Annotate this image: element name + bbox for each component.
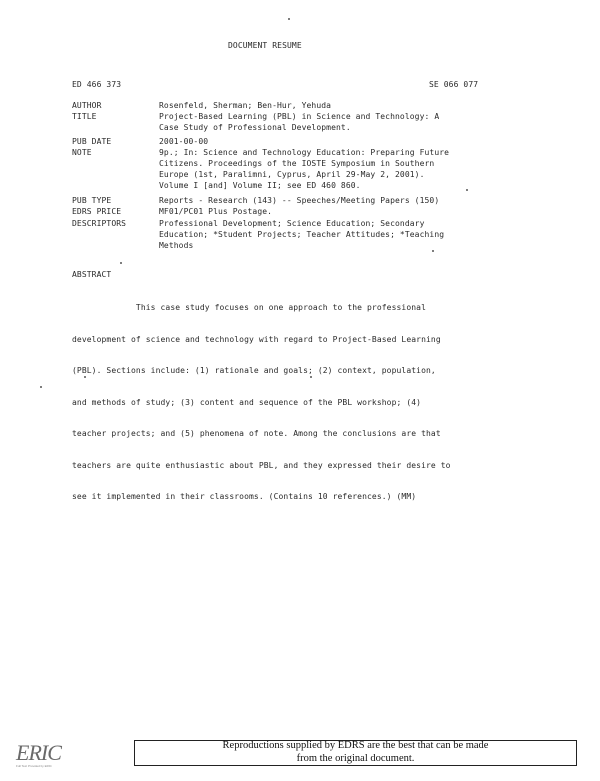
abstract-line: teachers are quite enthusiastic about PBL, and they expressed their desire to <box>72 460 451 470</box>
field-value-note-line: Volume I [and] Volume II; see ED 460 860. <box>159 181 361 190</box>
eric-logo-letters: ERIC <box>16 740 61 765</box>
field-label-note: NOTE <box>72 148 92 157</box>
scan-speck <box>466 189 468 191</box>
field-value-descriptors-line: Education; *Student Projects; Teacher Attitudes; *Teaching <box>159 230 445 239</box>
scan-speck <box>310 376 312 378</box>
abstract-line: (PBL). Sections include: (1) rationale and goals; (2) context, population, <box>72 366 436 375</box>
field-label-edrs-price: EDRS PRICE <box>72 207 122 216</box>
field-label-author: AUTHOR <box>72 101 102 110</box>
scan-speck <box>432 250 434 252</box>
footer-line: from the original document. <box>296 752 415 764</box>
scan-speck <box>40 386 42 388</box>
field-label-title: TITLE <box>72 112 97 121</box>
field-label-pub-type: PUB TYPE <box>72 196 112 205</box>
field-value-author: Rosenfeld, Sherman; Ben-Hur, Yehuda <box>159 101 332 110</box>
abstract-line: and methods of study; (3) content and sequence of the PBL workshop; (4) <box>72 397 422 407</box>
field-value-note-line: Europe (1st, Paralimni, Cyprus, April 29-May 2, 2001). <box>159 170 425 179</box>
field-label-pub-date: PUB DATE <box>72 137 112 146</box>
scan-speck <box>84 376 86 378</box>
scan-speck <box>120 262 122 264</box>
abstract-line: development of science and technology with regard to Project-Based Learning <box>72 334 441 344</box>
footer-line: Reproductions supplied by EDRS are the best that can be made <box>222 740 489 751</box>
field-value-descriptors-line: Methods <box>159 241 194 250</box>
eric-logo-tagline: Full Text Provided by ERIC <box>16 764 52 768</box>
field-value-edrs-price: MF01/PC01 Plus Postage. <box>159 207 273 216</box>
abstract-line: This case study focuses on one approach to the professional <box>72 303 426 312</box>
field-value-title-line: Project-Based Learning (PBL) in Science and Technology: A <box>159 112 440 121</box>
field-value-descriptors-line: Professional Development; Science Education; Secondary <box>159 219 425 228</box>
footer-notice <box>134 740 577 765</box>
eric-logo <box>16 740 60 770</box>
field-value-note-line: 9p.; In: Science and Technology Education: Preparing Future <box>159 148 450 157</box>
field-value-title-line: Case Study of Professional Development. <box>159 123 351 132</box>
abstract-text <box>72 282 542 513</box>
ed-number: ED 466 373 <box>72 80 122 89</box>
field-value-pub-date: 2001-00-00 <box>159 137 209 146</box>
abstract-label: ABSTRACT <box>72 270 112 279</box>
abstract-line: teacher projects; and (5) phenomena of note. Among the conclusions are that <box>72 429 441 438</box>
document-title: DOCUMENT RESUME <box>228 41 302 50</box>
field-value-pub-type: Reports - Research (143) -- Speeches/Meeting Papers (150) <box>159 196 440 205</box>
abstract-line: see it implemented in their classrooms. (Contains 10 references.) (MM) <box>72 492 417 501</box>
scan-speck <box>288 18 290 20</box>
field-label-descriptors: DESCRIPTORS <box>72 219 127 228</box>
field-value-note-line: Citizens. Proceedings of the IOSTE Symposium in Southern <box>159 159 435 168</box>
se-number: SE 066 077 <box>429 80 479 89</box>
